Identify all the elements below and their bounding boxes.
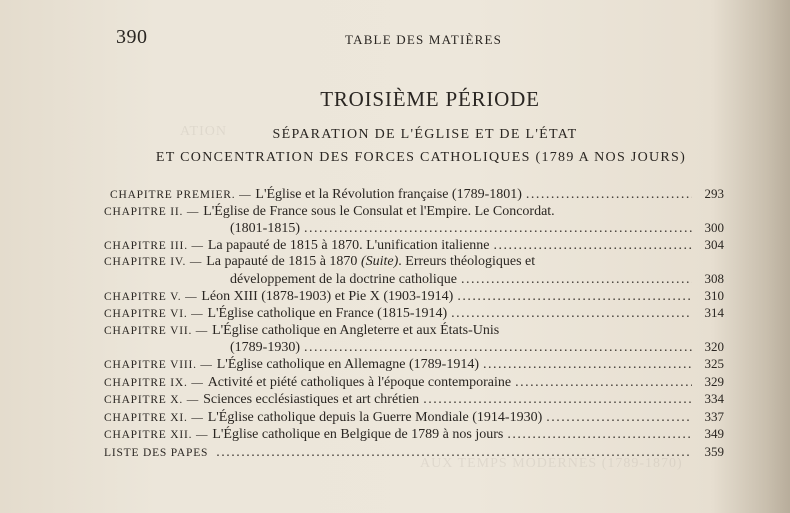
chapter-label: CHAPITRE VII. — [104, 324, 209, 337]
toc-entry-continuation[interactable] [104, 220, 724, 237]
toc-entry[interactable] [104, 374, 724, 392]
page-ref: 349 [704, 426, 724, 442]
chapter-label: CHAPITRE IV. — [104, 256, 203, 269]
leader-dots [526, 187, 692, 203]
chapter-title: L'Église catholique en Allemagne (1789-1914) [216, 356, 479, 372]
chapter-label: CHAPITRE III. — [104, 239, 204, 252]
chapter-title-continued: développement de la doctrine catholique [230, 271, 458, 287]
chapter-title: Léon XIII (1878-1903) et Pie X (1903-1914) [201, 288, 454, 304]
page-number: 390 [116, 26, 148, 48]
page-ref: 308 [704, 270, 724, 286]
chapter-title: L'Église catholique en France (1815-1914) [207, 306, 448, 322]
period-title: TROISIÈME PÉRIODE [320, 87, 540, 111]
leader-dots [423, 392, 692, 408]
running-head: TABLE DES MATIÈRES [345, 32, 503, 47]
page-ref: 314 [704, 305, 724, 321]
page-ref: 359 [704, 443, 724, 459]
chapter-label: CHAPITRE VI. — [104, 308, 204, 321]
toc-entry-list-of-popes[interactable] [104, 444, 724, 462]
chapter-title: La papauté de 1815 à 1870 (Suite). Erreurs théologiques et [206, 254, 536, 270]
chapter-title: La papauté de 1815 à 1870. L'unification italienne [207, 237, 490, 253]
leader-dots [546, 410, 692, 426]
toc-entry-continuation[interactable] [104, 339, 724, 356]
page-ref: 325 [704, 355, 724, 371]
toc-entry[interactable] [104, 426, 724, 444]
chapter-title: L'Église et la Révolution française (1789-1801) [255, 187, 522, 202]
leader-dots [461, 272, 692, 288]
show-through-text-lower: AUX TEMPS MODERNES (1789-1870) [420, 456, 683, 471]
show-through-text: ATION [180, 124, 227, 139]
toc-entry[interactable] [104, 254, 724, 271]
leader-dots [494, 238, 693, 254]
chapter-title: L'Église de France sous le Consulat et l'Empire. Le Concordat. [203, 203, 555, 219]
page-ref: 337 [704, 408, 724, 424]
chapter-title-continued: (1801-1815) [230, 221, 300, 237]
page-ref: 300 [704, 220, 724, 236]
chapter-label: CHAPITRE II. — [104, 205, 200, 218]
table-of-contents [104, 186, 724, 462]
chapter-title: Activité et piété catholiques à l'époque contemporaine [207, 374, 512, 390]
chapter-label: CHAPITRE X. — [104, 394, 200, 407]
toc-entry[interactable] [104, 391, 724, 409]
list-label: LISTE DES PAPES [104, 446, 209, 459]
chapter-title: L'Église catholique en Belgique de 1789 à nos jours [212, 427, 504, 443]
toc-entry-continuation[interactable] [104, 271, 724, 288]
chapter-label: CHAPITRE PREMIER. — [110, 189, 252, 201]
chapter-label: CHAPITRE VIII. — [104, 358, 213, 371]
chapter-title: Sciences ecclésiastiques et art chrétien [203, 392, 420, 408]
leader-dots [304, 221, 692, 237]
section-subtitle-line1: SÉPARATION DE L'ÉGLISE ET DE L'ÉTAT [272, 127, 578, 142]
chapter-label: CHAPITRE XI. — [104, 411, 204, 424]
leader-dots [451, 306, 692, 322]
toc-entry[interactable] [104, 409, 724, 427]
section-subtitle-line2: ET CONCENTRATION DES FORCES CATHOLIQUES (1789 A NOS JOURS) [155, 150, 687, 165]
chapter-label: CHAPITRE IX. — [104, 376, 204, 389]
chapter-title: L'Église catholique en Angleterre et aux États-Unis [212, 322, 500, 338]
toc-entry[interactable] [104, 305, 724, 323]
toc-entry[interactable] [104, 204, 724, 221]
chapter-title: L'Église catholique depuis la Guerre Mondiale (1914-1930) [207, 409, 543, 425]
leader-dots [483, 357, 692, 373]
page-ref: 334 [704, 391, 724, 407]
leader-dots [216, 445, 692, 461]
leader-dots [507, 427, 692, 443]
page-ref: 329 [704, 373, 724, 389]
toc-entry[interactable] [104, 237, 724, 255]
chapter-label: CHAPITRE V. — [104, 290, 198, 303]
page-ref: 304 [704, 236, 724, 252]
toc-entry[interactable] [104, 323, 724, 340]
page-ref: 293 [704, 186, 724, 201]
toc-entry[interactable] [104, 186, 724, 204]
chapter-title-continued: (1789-1930) [230, 340, 300, 356]
toc-entry[interactable] [104, 356, 724, 374]
page-ref: 310 [704, 287, 724, 303]
page-ref: 320 [704, 339, 724, 355]
toc-entry[interactable] [104, 288, 724, 306]
leader-dots [304, 340, 692, 356]
leader-dots [457, 289, 692, 305]
leader-dots [515, 375, 692, 391]
chapter-label: CHAPITRE XII. — [104, 429, 209, 442]
